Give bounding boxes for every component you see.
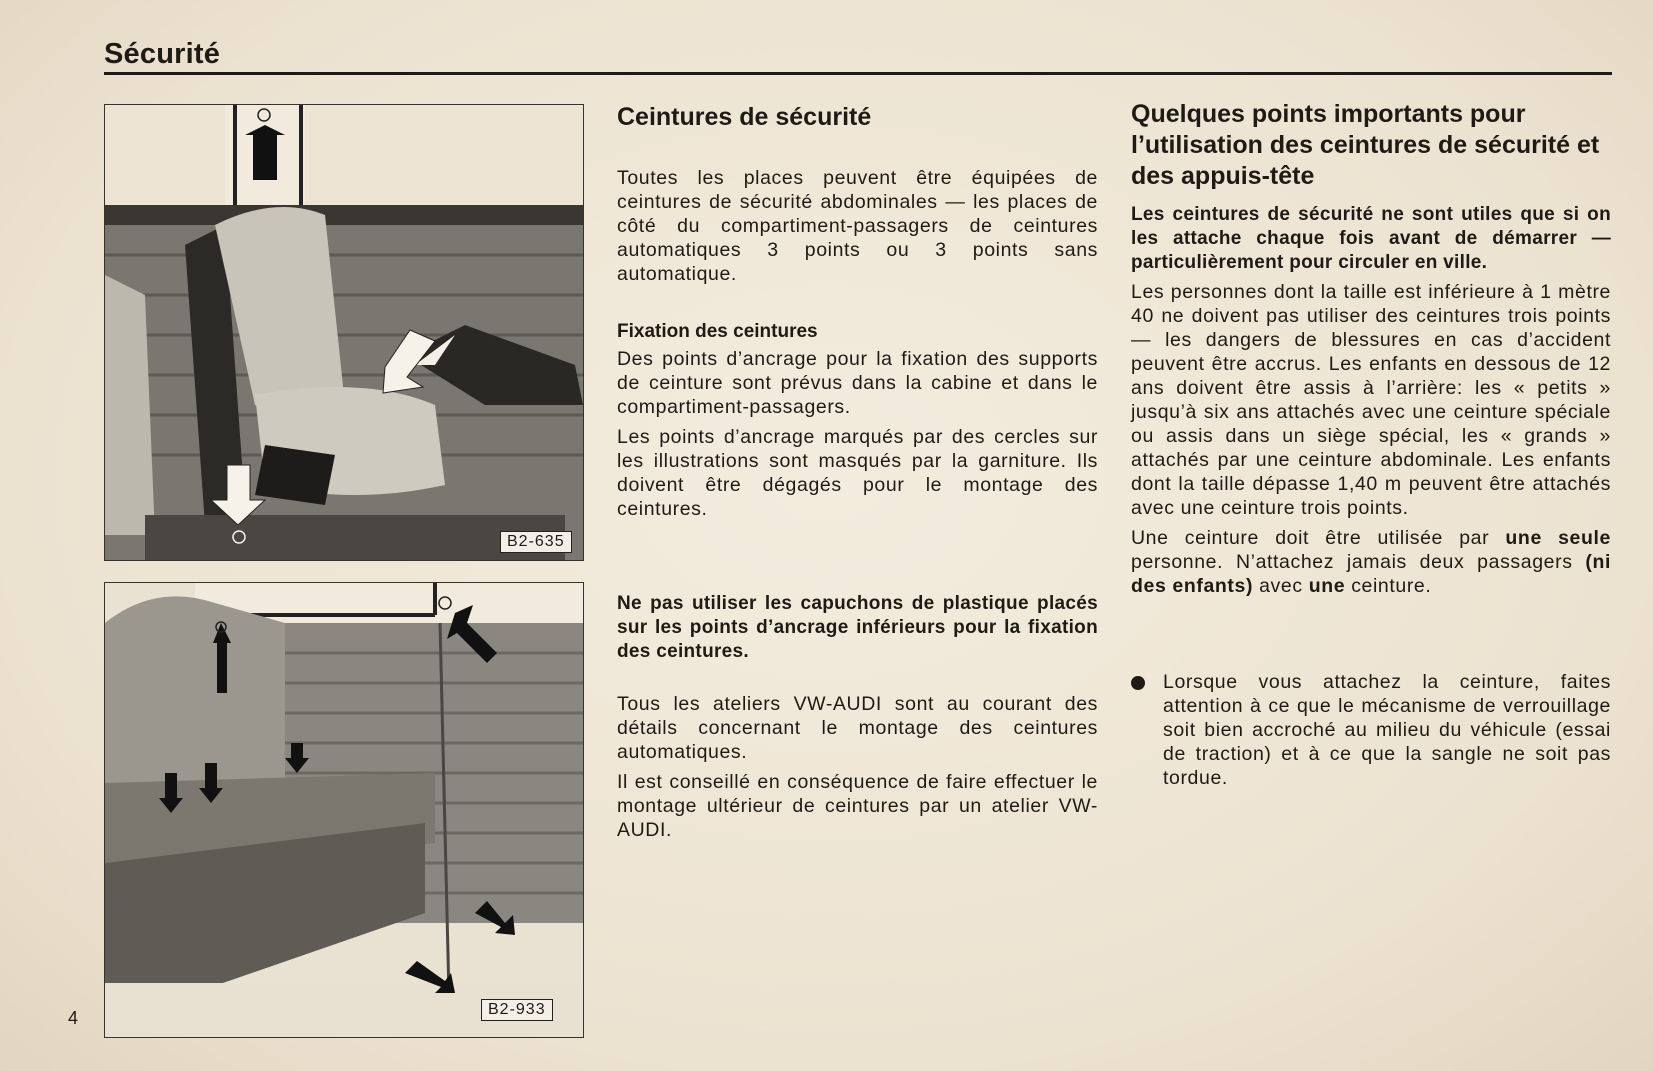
bullet-text: Lorsque vous attachez la ceinture, faites attention à ce que le mécanisme de verrouillage soit bien accroché au milieu du véhicule (essai de traction) et à ce que la sangle ne soit pas tordue. — [1163, 671, 1611, 789]
intro-paragraph: Toutes les places peuvent être équipées de ceintures de sécurité abdominales — les places de côté du compartiment-passagers de ceintures automatiques 3 points ou 3 points sans automatique. — [617, 167, 1098, 285]
rear-bench-illustration — [105, 583, 583, 1037]
figure-front-seat — [104, 104, 584, 561]
fixation-paragraph-2: Les points d’ancrage marqués par des cercles sur les illustrations sont masqués par la garniture. Ils doivent être dégagés pour le montage des ceintures. — [617, 426, 1098, 520]
header-rule — [104, 72, 1612, 75]
figure-rear-bench — [104, 582, 584, 1038]
bullet-item — [1131, 670, 1611, 790]
heading-ceintures: Ceintures de sécurité — [617, 103, 872, 131]
page-number: 4 — [68, 1008, 79, 1028]
right-column — [1131, 99, 1611, 790]
warning-paragraph: Ne pas utiliser les capuchons de plastique placés sur les points d’ancrage inférieurs pour la fixation des ceintures. — [617, 593, 1098, 662]
middle-column — [617, 102, 1098, 842]
front-seat-illustration — [105, 105, 583, 560]
one-person-text-c: personne. N’attachez jamais deux passagers — [1131, 551, 1586, 573]
bullet-dot-icon — [1131, 676, 1145, 690]
fixation-heading: Fixation des ceintures — [617, 321, 818, 342]
ateliers-paragraph-1: Tous les ateliers VW-AUDI sont au courant des détails concernant le montage des ceintures automatiques. — [617, 693, 1098, 763]
one-person-text-a: Une ceinture doit être utilisée par — [1131, 527, 1506, 549]
one-person-text-g: ceinture. — [1345, 575, 1432, 597]
figure-label-2: B2-933 — [481, 999, 553, 1021]
one-person-bold-b: une seule — [1505, 527, 1611, 549]
one-person-text-e: avec — [1253, 575, 1309, 597]
one-person-paragraph — [1131, 526, 1611, 598]
ateliers-paragraph-2: Il est conseillé en conséquence de faire effectuer le montage ultérieur de ceintures par un atelier VW-AUDI. — [617, 771, 1098, 841]
one-person-bold-f: une — [1308, 575, 1346, 597]
one-person-bold-d: (ni des enfants) — [1131, 551, 1611, 597]
fixation-paragraph-1: Des points d’ancrage pour la fixation des supports de ceinture sont prévus dans la cabine et dans le compartiment-passagers. — [617, 348, 1098, 418]
figure-label-1: B2-635 — [500, 531, 572, 553]
bold-intro-paragraph: Les ceintures de sécurité ne sont utiles que si on les attache chaque fois avant de démarrer — particulièrement pour circuler en ville. — [1131, 204, 1611, 273]
children-paragraph: Les personnes dont la taille est inférieure à 1 mètre 40 ne doivent pas utiliser des ceintures trois points — les dangers de blessures en cas d’accident peuvent être accrus. Les enfants en dessous de 12 ans doivent être assis à l’arrière: les « petits » jusqu’à six ans attachés avec une ceinture spéciale ou assis dans un siège spécial, les « grands » attachés par une ceinture abdominale. Les enfants dont la taille dépasse 1,40 m peuvent être attachés avec une ceinture trois points. — [1131, 281, 1611, 519]
heading-points-importants: Quelques points importants pour l’utilisation des ceintures de sécurité et des appuis-tête — [1131, 100, 1600, 190]
section-title: Sécurité — [104, 38, 221, 70]
